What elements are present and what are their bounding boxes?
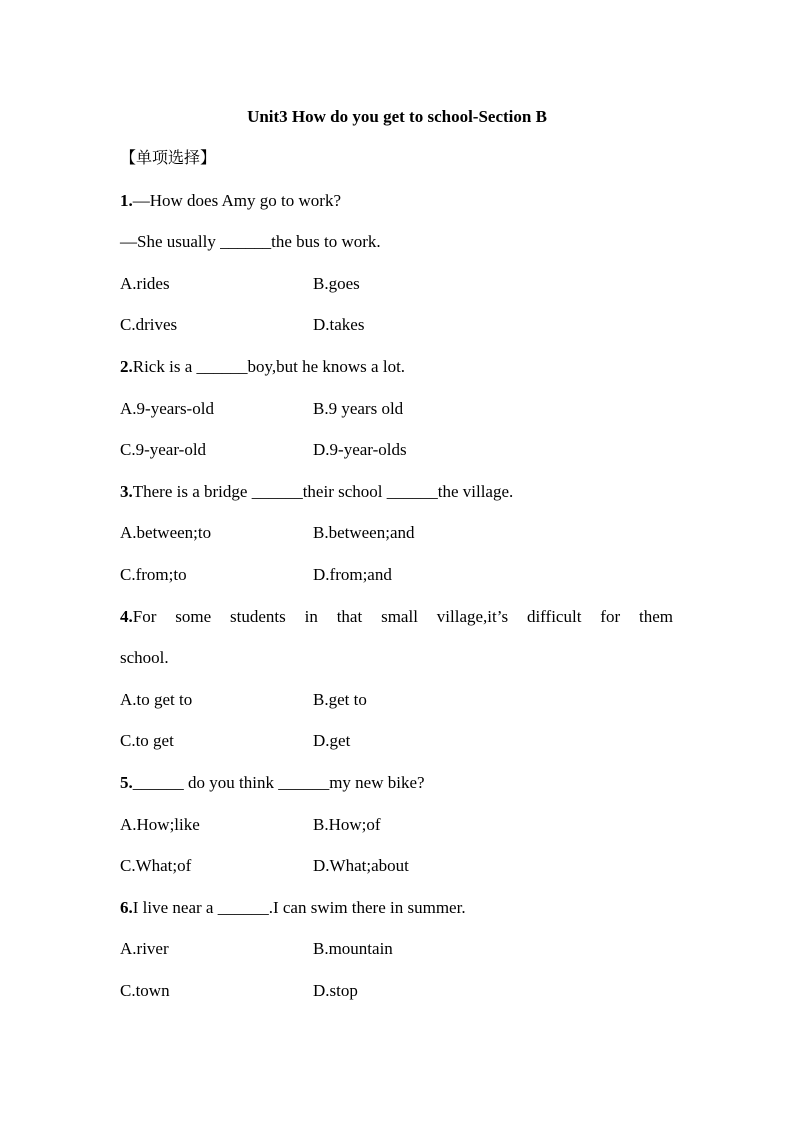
question-4-number: 4. (120, 607, 133, 626)
question-1-line-1: —How does Amy go to work? (132, 191, 341, 210)
question-2-number: 2. (120, 357, 133, 376)
question-2-option-b: B.9 years old (313, 399, 404, 418)
question-4-stem (120, 606, 673, 628)
question-2-stem (120, 356, 405, 378)
worksheet-title: Unit3 How do you get to school-Section B (247, 107, 547, 126)
question-1-number: 1. (120, 191, 133, 210)
question-5-option-b: B.How;of (313, 815, 381, 834)
question-5-option-d: D.What;about (313, 856, 409, 875)
question-1-line-2: —She usually ______the bus to work. (120, 232, 381, 251)
question-4-option-b: B.get to (313, 690, 367, 709)
question-2-line-1: Rick is a ______boy,but he knows a lot. (132, 357, 406, 376)
question-1-stem (120, 190, 341, 212)
question-2-option-c: C.9-year-old (120, 440, 207, 459)
question-2-option-a: A.9-years-old (120, 399, 214, 418)
question-3-line-1: There is a bridge ______their school ______the village. (132, 482, 514, 501)
question-6-number: 6. (120, 898, 133, 917)
question-3-option-d: D.from;and (313, 565, 392, 584)
question-3-stem (120, 481, 513, 503)
question-5-line-1: ______ do you think ______my new bike? (132, 773, 425, 792)
question-2-option-d: D.9-year-olds (313, 440, 407, 459)
question-4-line-2: school. (120, 648, 169, 667)
question-5-option-a: A.How;like (120, 815, 200, 834)
question-3-option-b: B.between;and (313, 523, 415, 542)
section-header: 【单项选择】 (120, 148, 217, 167)
question-1-option-c: C.drives (120, 315, 178, 334)
question-3-option-a: A.between;to (120, 523, 212, 542)
question-6-option-a: A.river (120, 939, 169, 958)
question-1-option-d: D.takes (313, 315, 365, 334)
question-4-line-1: For some students in that small village,it’s difficult for them (132, 607, 673, 626)
question-1-option-a: A.rides (120, 274, 170, 293)
question-1-option-b: B.goes (313, 274, 360, 293)
question-6-option-c: C.town (120, 981, 170, 1000)
question-6-line-1: I live near a ______.I can swim there in summer. (132, 898, 466, 917)
question-6-option-b: B.mountain (313, 939, 393, 958)
question-4-option-d: D.get (313, 731, 351, 750)
question-4-option-c: C.to get (120, 731, 174, 750)
question-4-option-a: A.to get to (120, 690, 193, 709)
question-5-option-c: C.What;of (120, 856, 192, 875)
question-3-option-c: C.from;to (120, 565, 187, 584)
question-6-option-d: D.stop (313, 981, 358, 1000)
question-3-number: 3. (120, 482, 133, 501)
question-5-number: 5. (120, 773, 133, 792)
question-5-stem (120, 772, 425, 794)
question-6-stem (120, 897, 466, 919)
